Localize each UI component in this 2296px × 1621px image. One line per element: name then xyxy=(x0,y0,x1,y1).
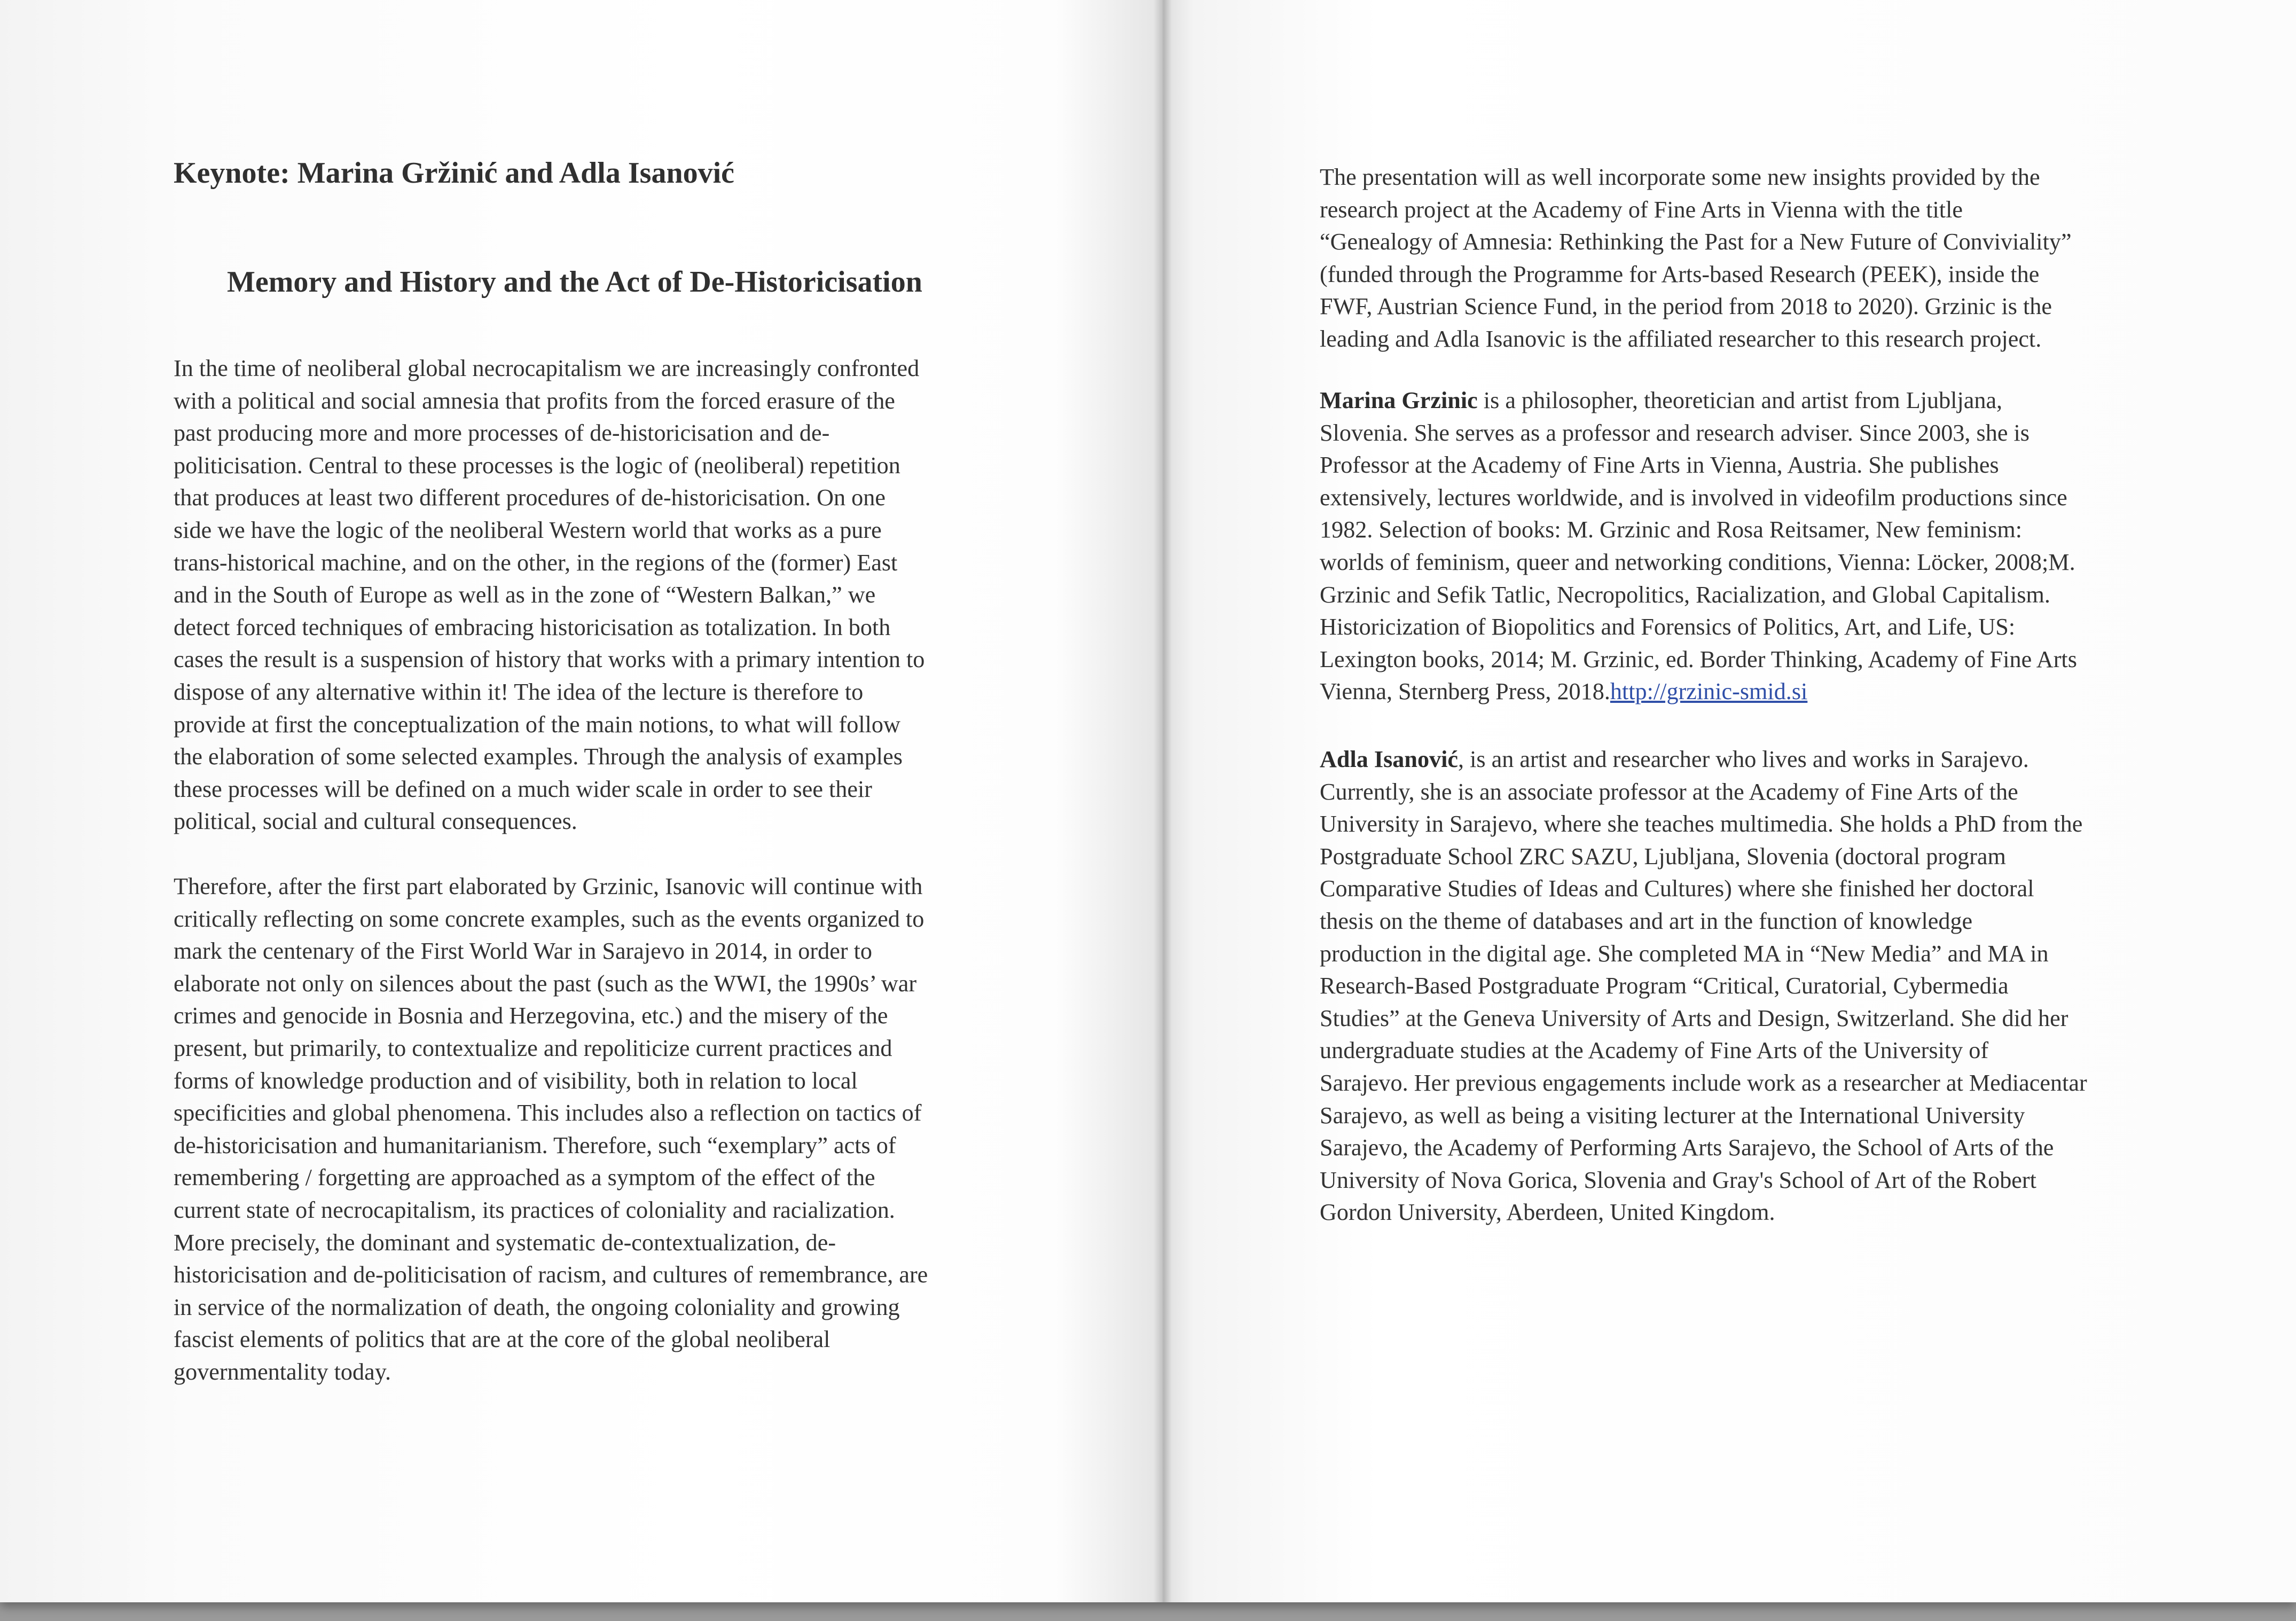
text-line: production in the digital age. She completed MA in “New Media” and MA in xyxy=(1320,940,2049,967)
text-line: de-historicisation and humanitarianism. Therefore, such “exemplary” acts of xyxy=(174,1132,896,1158)
text-line: Historicization of Biopolitics and Forensics of Politics, Art, and Life, US: xyxy=(1320,614,2016,640)
text-line: these processes will be defined on a much wider scale in order to see their xyxy=(174,776,872,802)
bio-grzinic xyxy=(1320,385,2153,708)
text-line: critically reflecting on some concrete examples, such as the events organized to xyxy=(174,905,924,932)
text-line: historicisation and de-politicisation of racism, and cultures of remembrance, are xyxy=(174,1262,928,1288)
text-line: Slovenia. She serves as a professor and research adviser. Since 2003, she is xyxy=(1320,419,2029,446)
text-line: (funded through the Programme for Arts-based Research (PEEK), inside the xyxy=(1320,261,2040,287)
text-line: FWF, Austrian Science Fund, in the period from 2018 to 2020). Grzinic is the xyxy=(1320,293,2052,320)
text-line: provide at first the conceptualization of the main notions, to what will follow xyxy=(174,711,900,738)
text-line: Grzinic and Sefik Tatlic, Necropolitics, Racialization, and Global Capitalism. xyxy=(1320,581,2050,608)
text-line: More precisely, the dominant and systematic de-contextualization, de- xyxy=(174,1229,836,1256)
text-line xyxy=(1320,676,2153,708)
bio-first-line: is a philosopher, theoretician and artist from Ljubljana, xyxy=(1477,387,2003,413)
text-line xyxy=(1320,385,2153,417)
text-line: Gordon University, Aberdeen, United Kingdom. xyxy=(1320,1199,1775,1226)
bio-isanovic xyxy=(1320,743,2153,1229)
text-line: governmentality today. xyxy=(174,1358,391,1385)
text-line: Therefore, after the first part elaborated by Grzinic, Isanovic will continue with xyxy=(174,873,923,899)
text-line: trans-historical machine, and on the other, in the regions of the (former) East xyxy=(174,549,898,576)
text-line: political, social and cultural consequences. xyxy=(174,808,577,835)
text-line: 1982. Selection of books: M. Grzinic and Rosa Reitsamer, New feminism: xyxy=(1320,516,2023,543)
text-line: In the time of neoliberal global necrocapitalism we are increasingly confronted xyxy=(174,355,920,381)
text-line: Currently, she is an associate professor at the Academy of Fine Arts of the xyxy=(1320,778,2018,805)
keynote-heading: Keynote: Marina Gržinić and Adla Isanović xyxy=(174,156,734,190)
text-line: Research-Based Postgraduate Program “Critical, Curatorial, Cybermedia xyxy=(1320,973,2009,999)
text-line: and in the South of Europe as well as in the zone of “Western Balkan,” we xyxy=(174,582,876,608)
text-line: the elaboration of some selected examples. Through the analysis of examples xyxy=(174,743,903,770)
abstract-paragraph-2 xyxy=(174,871,1007,1389)
text-line: present, but primarily, to contextualize and repoliticize current practices and xyxy=(174,1035,892,1061)
text-line: politicisation. Central to these processes is the logic of (neoliberal) repetition xyxy=(174,452,900,479)
bio-last-line: Vienna, Sternberg Press, 2018. xyxy=(1320,678,1610,705)
text-line: with a political and social amnesia that profits from the forced erasure of the xyxy=(174,387,895,414)
page-title: Memory and History and the Act of De-Historicisation xyxy=(227,265,922,299)
text-line: University of Nova Gorica, Slovenia and Gray's School of Art of the Robert xyxy=(1320,1166,2036,1193)
text-line: Sarajevo, as well as being a visiting lecturer at the International University xyxy=(1320,1102,2025,1129)
text-line: undergraduate studies at the Academy of Fine Arts of the University of xyxy=(1320,1037,1989,1064)
text-line: Studies” at the Geneva University of Arts and Design, Switzerland. She did her xyxy=(1320,1005,2068,1031)
text-line: University in Sarajevo, where she teaches multimedia. She holds a PhD from the xyxy=(1320,811,2083,837)
text-line: thesis on the theme of databases and art in the function of knowledge xyxy=(1320,907,1973,934)
text-line: that produces at least two different procedures of de-historicisation. On one xyxy=(174,484,886,511)
book-gutter xyxy=(1154,0,1172,1602)
text-line: Professor at the Academy of Fine Arts in Vienna, Austria. She publishes xyxy=(1320,452,1999,479)
text-line: elaborate not only on silences about the past (such as the WWI, the 1990s’ war xyxy=(174,970,917,997)
website-link[interactable]: http://grzinic-smid.si xyxy=(1610,678,1808,705)
text-line: dispose of any alternative within it! The idea of the lecture is therefore to xyxy=(174,678,864,705)
text-line: leading and Adla Isanovic is the affiliated researcher to this research project. xyxy=(1320,325,2042,352)
text-line: research project at the Academy of Fine Arts in Vienna with the title xyxy=(1320,196,1963,223)
text-line: “Genealogy of Amnesia: Rethinking the Past for a New Future of Conviviality” xyxy=(1320,229,2072,255)
text-line: side we have the logic of the neoliberal Western world that works as a pure xyxy=(174,516,882,543)
text-line: Comparative Studies of Ideas and Cultures) where she finished her doctoral xyxy=(1320,875,2034,902)
abstract-paragraph-1 xyxy=(174,353,1007,838)
text-line: Lexington books, 2014; M. Grzinic, ed. Border Thinking, Academy of Fine Arts xyxy=(1320,646,2077,672)
text-line: worlds of feminism, queer and networking conditions, Vienna: Löcker, 2008;M. xyxy=(1320,549,2075,575)
text-line: forms of knowledge production and of visibility, both in relation to local xyxy=(174,1067,858,1094)
text-line: specificities and global phenomena. This includes also a reflection on tactics of xyxy=(174,1100,922,1126)
bio-first-line: , is an artist and researcher who lives and works in Sarajevo. xyxy=(1458,746,2029,772)
text-line: detect forced techniques of embracing historicisation as totalization. In both xyxy=(174,614,891,640)
text-line: in service of the normalization of death, the ongoing coloniality and growing xyxy=(174,1294,900,1320)
bio-name: Adla Isanović xyxy=(1320,746,1459,772)
text-line: extensively, lectures worldwide, and is involved in videofilm productions since xyxy=(1320,484,2067,511)
text-line: fascist elements of politics that are at the core of the global neoliberal xyxy=(174,1326,830,1353)
text-line: crimes and genocide in Bosnia and Herzegovina, etc.) and the misery of the xyxy=(174,1003,888,1029)
text-line: past producing more and more processes of de-historicisation and de- xyxy=(174,420,830,447)
bio-name: Marina Grzinic xyxy=(1320,387,1478,413)
text-line xyxy=(1320,743,2153,776)
text-line: Sarajevo. Her previous engagements include work as a researcher at Mediacentar xyxy=(1320,1069,2087,1096)
text-line: The presentation will as well incorporate some new insights provided by the xyxy=(1320,164,2040,190)
left-page xyxy=(0,0,1156,1602)
text-line: remembering / forgetting are approached as a symptom of the effect of the xyxy=(174,1164,875,1191)
text-line: Sarajevo, the Academy of Performing Arts Sarajevo, the School of Arts of the xyxy=(1320,1134,2054,1161)
text-line: cases the result is a suspension of history that works with a primary intention to xyxy=(174,646,925,673)
presentation-paragraph xyxy=(1320,161,2153,356)
text-line: Postgraduate School ZRC SAZU, Ljubljana, Slovenia (doctoral program xyxy=(1320,843,2006,870)
text-line: current state of necrocapitalism, its practices of coloniality and racialization. xyxy=(174,1196,895,1223)
text-line: mark the centenary of the First World War in Sarajevo in 2014, in order to xyxy=(174,938,872,965)
